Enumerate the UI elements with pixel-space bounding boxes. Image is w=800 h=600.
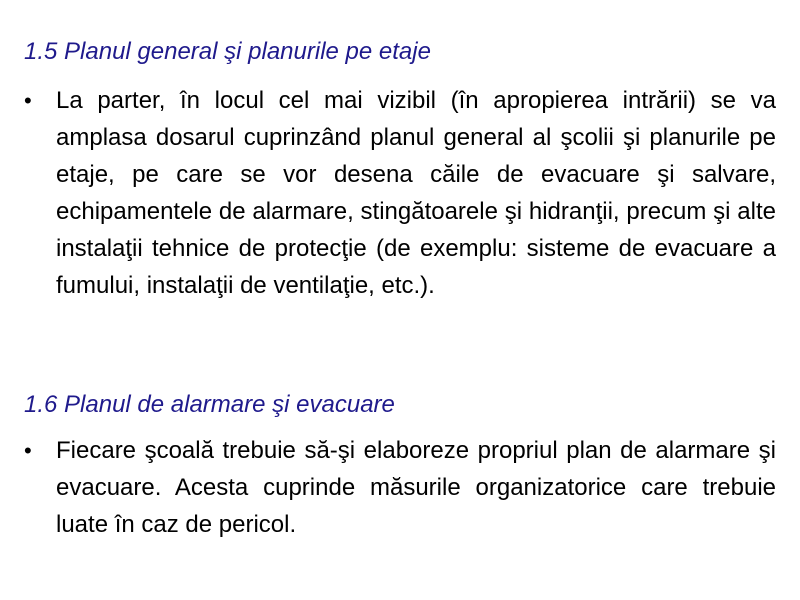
section-heading-1-6: 1.6 Planul de alarmare şi evacuare [24,391,395,418]
section-heading-1-5: 1.5 Planul general şi planurile pe etaje [24,38,431,65]
bullet-dot-icon: • [24,88,32,113]
bullet-text-2: Fiecare şcoală trebuie să-şi elaboreze propriul plan de alarmare şi evacuare. Acesta cuprinde măsurile organizatorice care trebuie luate în caz de pericol. [56,437,776,538]
bullet-dot-icon: • [24,438,32,463]
bullet-text-1: La parter, în locul cel mai vizibil (în apropierea intrării) se va amplasa dosarul cuprinzând planul general al şcolii şi planurile pe etaje, pe care se vor desena căile de evacuare şi salvare, echipamentele de alarmare, stingătoarele şi hidranţii, precum şi alte instalaţii tehnice de protecţie (de exemplu: sisteme de evacuare a fumului, instalaţii de ventilaţie, etc.). [56,87,776,299]
